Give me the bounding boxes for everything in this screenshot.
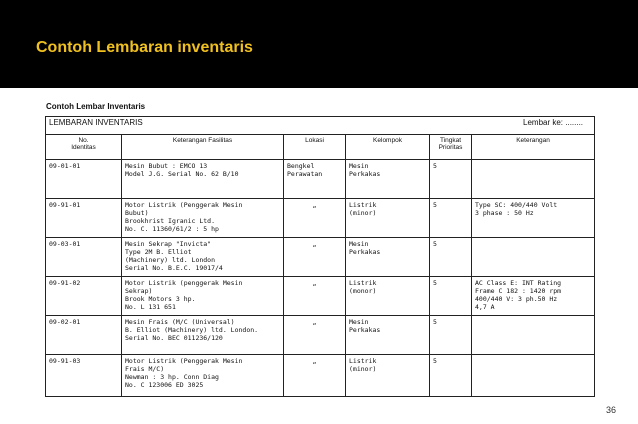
table-row [46, 355, 595, 397]
cell-facility: Mesin Bubut : EMCO 13 Model J.G. Serial No. 62 B/10 [122, 160, 284, 199]
cell-note [472, 160, 595, 199]
cell-facility: Motor Listrik (Penggerak Mesin Frais M/C) Newman : 3 hp. Conn Diag No. C 123006 ED 3025 [122, 355, 284, 397]
table-row [46, 316, 595, 355]
document-title: Contoh Lembar Inventaris [46, 102, 146, 111]
cell-priority: 5 [430, 160, 472, 199]
cell-note: AC Class E: INT Rating Frame C 182 : 1420 rpm 400/440 V: 3 ph.50 Hz 4,7 A [472, 277, 595, 316]
page-number: 36 [606, 405, 617, 415]
cell-facility: Mesin Frais (M/C (Universal) B. Elliot (Machinery) ltd. London. Serial No. BEC 011236/120 [122, 316, 284, 355]
inventory-table [45, 116, 595, 397]
col-header-facility: Keterangan Fasilitas [122, 135, 284, 160]
cell-priority: 5 [430, 238, 472, 277]
cell-priority: 5 [430, 316, 472, 355]
cell-location: „ [284, 277, 346, 316]
column-header-row [46, 135, 595, 160]
cell-id: 09-02-01 [46, 316, 122, 355]
cell-id: 09-91-01 [46, 199, 122, 238]
cell-location: „ [284, 355, 346, 397]
cell-note [472, 316, 595, 355]
cell-id: 09-03-01 [46, 238, 122, 277]
cell-facility: Mesin Sekrap "Invicta" Type 2M B. Elliot (Machinery) ltd. London Serial No. B.E.C. 19017/4 [122, 238, 284, 277]
cell-location: „ [284, 199, 346, 238]
cell-group: Mesin Perkakas [346, 160, 430, 199]
table-row [46, 277, 595, 316]
slide-title: Contoh Lembaran inventaris [36, 39, 253, 56]
col-header-priority: Tingkat Prioritas [430, 135, 472, 160]
sheet-label: Lembar ke: ........ [523, 118, 584, 127]
col-header-location: Lokasi [284, 135, 346, 160]
table-row [46, 160, 595, 199]
form-title: LEMBARAN INVENTARIS [49, 118, 143, 127]
cell-location: Bengkel Perawatan [284, 160, 346, 199]
cell-facility: Motor Listrik (penggerak Mesin Sekrap) Brook Motors 3 hp. No. L 131 651 [122, 277, 284, 316]
cell-id: 09-91-02 [46, 277, 122, 316]
cell-group: Mesin Perkakas [346, 316, 430, 355]
cell-id: 09-91-03 [46, 355, 122, 397]
cell-note [472, 355, 595, 397]
cell-priority: 5 [430, 355, 472, 397]
cell-location: „ [284, 238, 346, 277]
cell-location: „ [284, 316, 346, 355]
cell-id: 09-01-01 [46, 160, 122, 199]
cell-note [472, 238, 595, 277]
table-row [46, 238, 595, 277]
cell-group: Listrik (monor) [346, 277, 430, 316]
col-header-note: Keterangan [472, 135, 595, 160]
col-header-no: No. Identitas [46, 135, 122, 160]
table-row [46, 199, 595, 238]
cell-group: Mesin Perkakas [346, 238, 430, 277]
slide-header [0, 0, 638, 88]
col-header-group: Kelompok [346, 135, 430, 160]
cell-group: Listrik (minor) [346, 199, 430, 238]
cell-note: Type SC: 400/440 Volt 3 phase : 50 Hz [472, 199, 595, 238]
cell-priority: 5 [430, 277, 472, 316]
form-title-row [46, 117, 595, 135]
cell-facility: Motor Listrik (Penggerak Mesin Bubut) Brookhrist Igranic Ltd. No. C. 11360/61/2 : 5 hp [122, 199, 284, 238]
cell-group: Listrik (minor) [346, 355, 430, 397]
cell-priority: 5 [430, 199, 472, 238]
